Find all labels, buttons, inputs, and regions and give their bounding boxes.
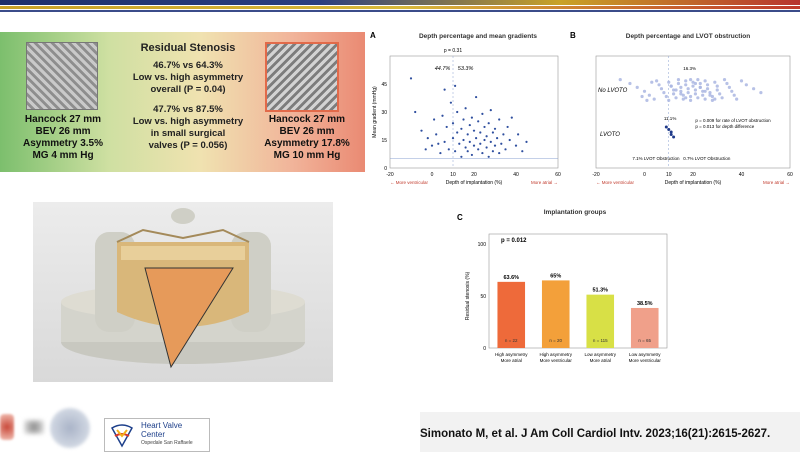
x-tick-label: Low asymmetry [628, 352, 661, 357]
data-point [701, 94, 704, 97]
y-tick-label: 45 [381, 82, 387, 88]
data-point [460, 128, 462, 130]
data-point [467, 150, 469, 152]
data-point [733, 94, 736, 97]
panel-label: B [570, 31, 576, 40]
x-tick-label: More atrial [500, 358, 522, 363]
logo-subtext: Ospedale San Raffaele [141, 440, 193, 446]
x-tick-label: High asymmetry [494, 352, 528, 357]
data-point [525, 141, 527, 143]
data-point [708, 94, 711, 97]
data-point [471, 154, 473, 156]
data-point [713, 81, 716, 84]
data-point [473, 145, 475, 147]
data-point [444, 141, 446, 143]
data-point [696, 96, 699, 99]
caption-line: MG 10 mm Hg [273, 150, 341, 161]
data-point [435, 133, 437, 135]
data-point [452, 137, 454, 139]
data-point [699, 86, 702, 89]
data-point [687, 91, 690, 94]
data-point [452, 122, 454, 124]
data-point [670, 133, 673, 136]
data-point [420, 130, 422, 132]
data-point [704, 90, 707, 93]
data-point [496, 137, 498, 139]
data-point [481, 113, 483, 115]
caption-line: Hancock 27 mm [24, 114, 102, 125]
data-point [694, 88, 697, 91]
data-point [507, 126, 509, 128]
data-point [494, 145, 496, 147]
bar-value-label: 51.3% [592, 287, 609, 294]
data-point [645, 99, 648, 102]
data-point [684, 79, 687, 82]
data-point [660, 87, 663, 90]
data-point [475, 137, 477, 139]
data-point [713, 98, 716, 101]
x-tick-label: High asymmetry [539, 352, 573, 357]
annotation: 11.1% [663, 116, 677, 121]
data-point [441, 115, 443, 117]
category-label: No LVOTO [598, 88, 628, 94]
x-tick-label: More atrial [589, 358, 611, 363]
data-point [655, 79, 658, 82]
annotation: 53.3% [457, 66, 474, 72]
data-point [689, 78, 692, 81]
data-point [677, 82, 680, 85]
data-point [699, 82, 702, 85]
data-point [427, 137, 429, 139]
data-point [521, 150, 523, 152]
data-point [725, 82, 728, 85]
data-point [488, 156, 490, 158]
data-point [462, 139, 464, 141]
data-point [475, 96, 477, 98]
summary-line: Low vs. high asymmetry [132, 116, 244, 127]
bar-n-label: n = 65 [638, 338, 652, 343]
data-point [479, 131, 481, 133]
blurred-logo [24, 420, 44, 434]
top-color-band [0, 0, 800, 14]
data-point [679, 92, 682, 95]
y-tick-label: 100 [477, 242, 486, 248]
data-point [674, 88, 677, 91]
data-point [498, 152, 500, 154]
data-point [718, 92, 721, 95]
blurred-logo [50, 408, 90, 448]
x-tick-label: More ventricular [539, 358, 572, 363]
data-point [488, 122, 490, 124]
data-point [716, 88, 719, 91]
y-tick-label: 0 [483, 346, 486, 352]
panel-label: A [370, 31, 376, 40]
citation-bar [420, 412, 800, 452]
data-point [684, 96, 687, 99]
right-valve-caption [252, 114, 362, 162]
data-point [515, 145, 517, 147]
bar-n-label: n = 22 [504, 338, 518, 343]
data-point [694, 82, 697, 85]
data-point [498, 118, 500, 120]
x-tick-label: More ventricular [628, 358, 661, 363]
chart-title: Implantation groups [543, 209, 607, 216]
arrow-label-left: ← More ventricular [390, 180, 429, 185]
valve-3d-illustration [33, 202, 333, 382]
logo-text: Center [141, 430, 166, 439]
summary-line: Low vs. high asymmetry [132, 72, 244, 83]
data-point [689, 99, 692, 102]
caption-line: Asymmetry 17.8% [264, 138, 350, 149]
blurred-logo [0, 414, 14, 440]
data-point [728, 86, 731, 89]
data-point [492, 150, 494, 152]
data-point [504, 148, 506, 150]
residual-stenosis-summary [118, 42, 258, 160]
data-point [667, 81, 670, 84]
y-axis-label: Mean gradient (mmHg) [372, 86, 378, 138]
annotation: 7.1% LVOT Obstruction [632, 156, 680, 161]
data-point [672, 136, 675, 139]
caption-line: Asymmetry 3.5% [22, 138, 104, 149]
data-point [439, 152, 441, 154]
data-point [759, 91, 762, 94]
data-point [509, 139, 511, 141]
bar-value-label: 65% [550, 273, 562, 280]
data-point [643, 90, 646, 93]
data-point [450, 102, 452, 104]
annotation: 16.3% [683, 66, 697, 71]
bar-n-label: n = 115 [592, 338, 608, 343]
data-point [471, 117, 473, 119]
arrow-label-right: More atrial → [530, 180, 558, 185]
summary-line: valves (P = 0.056) [148, 140, 228, 151]
left-valve-caption [8, 114, 118, 162]
annotation: 44.7% [434, 66, 451, 72]
data-point [691, 85, 694, 88]
x-axis-label: Depth of implantation (%) [664, 180, 722, 186]
data-point [636, 86, 639, 89]
panel-b-chart [568, 28, 800, 198]
data-point [667, 128, 670, 131]
data-point [414, 111, 416, 113]
residual-stenosis-title: Residual Stenosis [140, 42, 236, 54]
data-point [657, 83, 660, 86]
x-tick-label: 60 [555, 172, 561, 178]
caption-line: MG 4 mm Hg [32, 150, 94, 161]
data-point [694, 92, 697, 95]
arrow-label-right: More atrial → [762, 180, 790, 185]
x-axis-label: Depth of implantation (%) [445, 180, 503, 186]
data-point [462, 118, 464, 120]
data-point [483, 139, 485, 141]
data-point [483, 126, 485, 128]
data-point [706, 87, 709, 90]
data-point [648, 94, 651, 97]
y-tick-label: 30 [381, 110, 387, 116]
annotation: p = 0.31 [443, 48, 463, 54]
summary-line: in small surgical [150, 128, 226, 139]
data-point [486, 135, 488, 137]
plot-frame [596, 56, 790, 168]
data-point [454, 150, 456, 152]
data-point [490, 109, 492, 111]
data-point [431, 145, 433, 147]
category-label: LVOTO [600, 132, 620, 138]
bar-value-label: 38.5% [636, 300, 653, 307]
data-point [653, 98, 656, 101]
data-point [730, 90, 733, 93]
data-point [469, 124, 471, 126]
data-point [706, 83, 709, 86]
panel-label: C [457, 213, 463, 222]
data-point [704, 98, 707, 101]
data-point [679, 86, 682, 89]
heart-valve-center-logo [104, 418, 210, 452]
x-tick-label: 10 [665, 172, 672, 178]
data-point [410, 77, 412, 79]
logo-text: Heart Valve [141, 421, 183, 430]
data-point [628, 82, 631, 85]
data-point [479, 143, 481, 145]
x-tick-label: 10 [450, 172, 456, 178]
data-point [486, 146, 488, 148]
summary-line: 46.7% vs 64.3% [153, 60, 223, 71]
data-point [458, 143, 460, 145]
data-point [752, 87, 755, 90]
residual-stenosis-panel [0, 32, 365, 172]
data-point [672, 92, 675, 95]
data-point [684, 83, 687, 86]
data-point [456, 131, 458, 133]
y-tick-label: 50 [480, 294, 486, 300]
data-point [716, 85, 719, 88]
data-point [667, 99, 670, 102]
data-point [745, 83, 748, 86]
data-point [500, 143, 502, 145]
x-tick-label: 40 [738, 172, 745, 178]
data-point [456, 111, 458, 113]
heart-valve-icon [109, 422, 135, 448]
panel-a-chart [368, 28, 568, 198]
data-point [477, 148, 479, 150]
annotation: p = 0.009 for rate of LVOT obstruction [695, 118, 771, 123]
data-point [721, 96, 724, 99]
data-point [490, 141, 492, 143]
chart-title: Depth percentage and mean gradients [418, 33, 538, 40]
data-point [740, 79, 743, 82]
data-point [650, 81, 653, 84]
data-point [433, 118, 435, 120]
bar-value-label: 63.6% [503, 274, 520, 281]
data-point [674, 96, 677, 99]
valve-photo-high-asymmetry [265, 42, 339, 112]
data-point [465, 146, 467, 148]
data-point [704, 79, 707, 82]
x-tick-label: 40 [513, 172, 519, 178]
data-point [640, 95, 643, 98]
data-point [477, 120, 479, 122]
data-point [454, 85, 456, 87]
data-point [696, 78, 699, 81]
data-point [465, 107, 467, 109]
data-point [469, 141, 471, 143]
summary-line: overall (P = 0.04) [150, 84, 226, 95]
arrow-label-left: ← More ventricular [596, 180, 635, 185]
data-point [502, 133, 504, 135]
citation-text: Simonato M, et al. J Am Coll Cardiol Intv. 2023;16(21):2615-2627. [420, 428, 771, 440]
y-axis-label: Residual stenosis (%) [465, 271, 471, 321]
data-point [517, 133, 519, 135]
data-point [473, 130, 475, 132]
x-tick-label: -20 [592, 172, 600, 178]
x-tick-label: 60 [787, 172, 793, 178]
data-point [448, 148, 450, 150]
data-point [619, 78, 622, 81]
data-point [425, 148, 427, 150]
data-point [511, 117, 513, 119]
x-tick-label: 0 [643, 172, 646, 178]
caption-line: BEV 26 mm [35, 126, 91, 137]
logo-strip [0, 402, 220, 450]
data-point [494, 128, 496, 130]
caption-line: BEV 26 mm [279, 126, 335, 137]
bar-n-label: n = 20 [549, 338, 563, 343]
data-point [665, 126, 668, 129]
data-point [437, 143, 439, 145]
data-point [723, 78, 726, 81]
data-point [687, 87, 690, 90]
summary-line: 47.7% vs 87.5% [153, 104, 223, 115]
data-point [481, 152, 483, 154]
chart-title: Depth percentage and LVOT obstruction [625, 33, 751, 40]
x-tick-label: Low asymmetry [584, 352, 617, 357]
data-point [689, 95, 692, 98]
annotation: p = 0.012 [501, 238, 527, 244]
y-tick-label: 15 [381, 138, 387, 144]
data-point [444, 89, 446, 91]
data-point [662, 91, 665, 94]
valve-photo-low-asymmetry [26, 42, 98, 110]
data-point [665, 95, 668, 98]
data-point [492, 131, 494, 133]
caption-line: Hancock 27 mm [268, 114, 346, 125]
panel-c-chart [455, 208, 675, 383]
x-tick-label: 20 [690, 172, 696, 178]
annotation: 0.7% LVOT Obstruction [683, 156, 731, 161]
annotation: p = 0.013 for depth difference [695, 124, 755, 129]
data-point [460, 156, 462, 158]
data-point [735, 98, 738, 101]
data-point [446, 126, 448, 128]
data-point [670, 85, 673, 88]
x-tick-label: 20 [471, 172, 477, 178]
data-point [677, 78, 680, 81]
x-tick-label: -20 [386, 172, 394, 178]
y-tick-label: 0 [384, 166, 387, 172]
data-point [467, 133, 469, 135]
x-tick-label: 0 [430, 172, 434, 178]
